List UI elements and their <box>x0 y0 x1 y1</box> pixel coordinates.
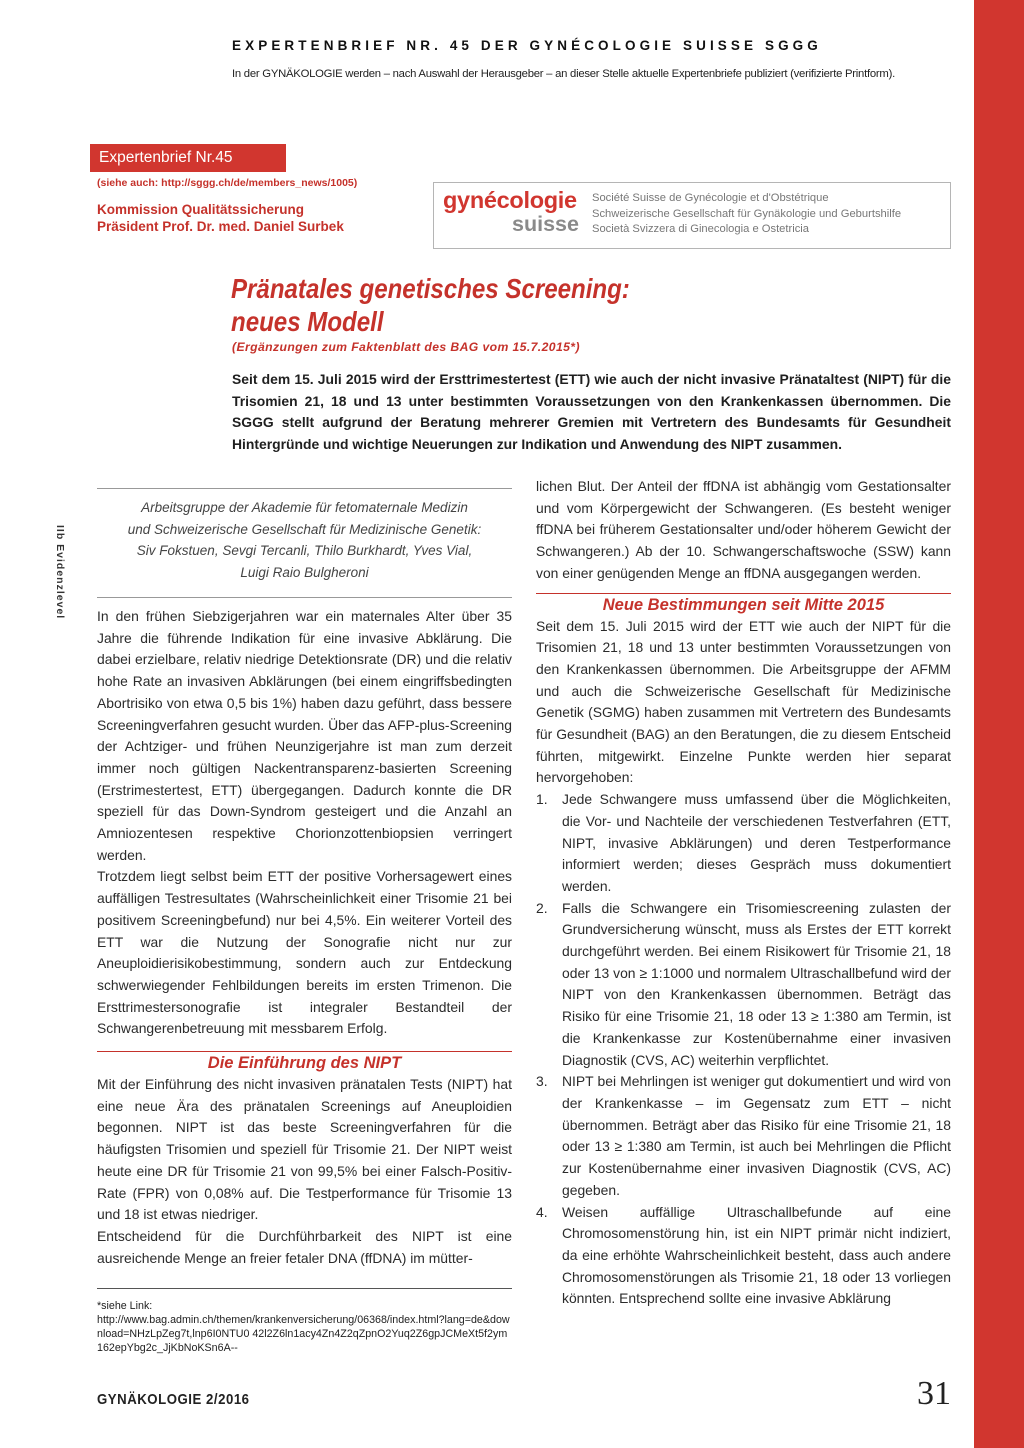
body-paragraph: Entscheidend für die Durchführbarkeit des NIPT ist eine ausreichende Menge an freier fetaler DNA (ffDNA) im mütter- <box>97 1227 512 1266</box>
body-paragraph: Seit dem 15. Juli 2015 wird der ETT wie auch der NIPT für die Trisomien 21, 18 und 13 unter bestimmten Voraussetzungen von den Krankenkassen übernommen. Die Arbeitsgruppe der AFMM und auch die Schweizerische Gesellschaft für Medizinische Genetik (SGMG) haben zusammen mit Vertretern des Bundesamts für Gesundheit (BAG) an den Beratungen, die zu diesem Entscheid führten, mitgewirkt. Einzelne Punkte werden hier separat hervorgehoben: <box>536 617 951 786</box>
commission-block <box>97 201 344 235</box>
list-item <box>536 789 951 898</box>
commission-name: Kommission Qualitätssicherung <box>97 202 305 217</box>
body-paragraph: In den frühen Siebzigerjahren war ein maternales Alter über 35 Jahre die führende Indikation für eine invasive Abklärung. Die dabei erzielbare, relativ niedrige Detektionsrate (DR) und die relativ hohe Rate an invasiven Abklärungen (bei einem eingriffsbedingten Abortrisiko von etwa 0,5 bis 1%) haben dazu geführt, dass bessere Screeningverfahren gesucht wurden. Über das AFP-plus-Screening der Achtziger- und frühen Neunzigerjahre ist man zum derzeit immer noch gültigen Nackentransparenz-basierten Screening (Erstrimestertest, ETT) übergegangen. Dadurch konnte die DR speziell für das Down-Syndrom gesteigert und die Anzahl an Amniozentesen respektive Chorionzottenbiopsien verringert werden. <box>97 608 512 863</box>
author-line-3: Siv Fokstuen, Sevgi Tercanli, Thilo Burkhardt, Yves Vial, <box>136 543 473 559</box>
section-heading-new-rules: Neue Bestimmungen seit Mitte 2015 <box>536 593 951 616</box>
footnote-label: *siehe Link: <box>97 1300 153 1312</box>
evidence-level-label <box>52 525 68 625</box>
sggg-logo <box>433 182 951 249</box>
body-paragraph: Mit der Einführung des nicht invasiven pränatalen Tests (NIPT) hat eine neue Ära des pränatalen Screenings auf Aneuploidien begonnen. NIPT ist das beste Screeningverfahren für die häufigsten Trisomien und speziell für Trisomie 21. Der NIPT weist heute eine DR für Trisomie 21 von 99,5% bei einer Falsch-Positiv-Rate (FPR) von 0,08% auf. Die Testperformance für Trisomie 13 und 18 ist etwas niedriger. <box>97 1076 512 1223</box>
logo-word-suisse: suisse <box>512 212 579 236</box>
article-subtitle: (Ergänzungen zum Faktenblatt des BAG vom 15.7.2015*) <box>232 340 580 354</box>
article-title-line2: neues Modell <box>231 306 384 337</box>
logo-line-it: Società Svizzera di Ginecologia e Ostetricia <box>592 223 810 235</box>
article-title <box>231 272 630 338</box>
list-item-text: Weisen auffällige Ultraschallbefunde auf eine Chromosomenstörung hin, ist ein NIPT primär nicht indiziert, da eine erhöhte Wahrscheinlichkeit besteht, dass auch andere Chromosomenstörungen als Trisomie 21, 18 oder 13 vorliegen könnten. Entsprechend sollte eine invasive Abklärung <box>562 1203 951 1307</box>
see-also-link[interactable]: (siehe auch: http://sggg.ch/de/members_news/1005) <box>97 177 358 189</box>
lead-paragraph: Seit dem 15. Juli 2015 wird der Ersttrimestertest (ETT) wie auch der nicht invasive Pränataltest (NIPT) für die Trisomien 21, 18 und 13 unter bestimmten Voraussetzungen von den Krankenkassen übernommen. Die SGGG stellt aufgrund der Beratung mehrerer Gremien mit Vertretern des Bundesamts für Gesundheit Hintergründe und wichtige Neuerungen zur Indikation und Anwendung des NIPT zusammen. <box>232 371 951 453</box>
numbered-list <box>536 789 951 1310</box>
author-line-2: und Schweizerische Gesellschaft für Medizinische Genetik: <box>127 521 482 537</box>
list-item-text: Falls die Schwangere ein Trisomiescreening zulasten der Grundversicherung wünscht, muss als Erstes der ETT korrekt durchgeführt werden. Bei einem Risikowert für Trisomie 21, 18 oder 13 von ≥ 1:1000 und normalem Ultraschallbefund wird der NIPT von den Krankenkassen übernommen. Beträgt das Risiko für eine Trisomie 21, 18 oder 13 ≥ 1:380 am Termin, ist die Krankenkasse zur Kostenübernahme einer invasiven Diagnostik (CVS, AC) weiterhin verpflichtet. <box>562 899 951 1068</box>
running-header-title: EXPERTENBRIEF NR. 45 DER GYNÉCOLOGIE SUISSE SGGG <box>232 38 822 53</box>
expertenbrief-tab: Expertenbrief Nr.45 <box>90 144 286 172</box>
list-item-number: 2. <box>536 899 548 916</box>
body-paragraph: lichen Blut. Der Anteil der ffDNA ist abhängig vom Gestationsalter und vom Körpergewicht der Schwangeren. (Es besteht weniger ffDNA bei früherem Gestationsalter und/oder höherem Gewicht der Schwangeren.) Ab der 10. Schwangerschaftswoche (SSW) kann von einer genügenden Menge an ffDNA ausgegangen werden. <box>536 478 951 581</box>
logo-line-fr: Société Suisse de Gynécologie et d'Obstétrique <box>592 192 829 204</box>
list-item <box>536 898 951 1072</box>
list-item-text: Jede Schwangere muss umfassend über die Möglichkeiten, die Vor- und Nachteile der verschiedenen Testverfahren (ETT, NIPT, invasive Abklärungen) und deren Testperformance informiert werden; dieses Gespräch muss dokumentiert werden. <box>562 791 951 894</box>
list-item-number: 4. <box>536 1203 548 1220</box>
list-item <box>536 1202 951 1311</box>
evidence-level-text: IIb Evidenzlevel <box>54 525 66 620</box>
commission-president: Präsident Prof. Dr. med. Daniel Surbek <box>97 219 344 234</box>
footnote-url[interactable]: http://www.bag.admin.ch/themen/krankenversicherung/06368/index.html?lang=de&download=NHzLpZeg7t,lnp6I0NTU0 42l2Z6ln1acy4Zn4Z2qZpnO2Yuq2Z6gpJCMeXt5f2ym162epYbg2c_JjKbNoKSn6A-- <box>97 1314 510 1354</box>
left-column <box>97 606 512 1269</box>
body-paragraph: Trotzdem liegt selbst beim ETT der positive Vorhersagewert eines auffälligen Testresultates (Wahrscheinlichkeit einer Trisomie 21 bei positivem Screeningbefund) nur bei 4,5%. Ein weiterer Vorteil des ETT war die Nutzung der Sonografie nicht nur zur Aneuploidierisikobestimmung, sondern auch zur Entdeckung schwerwiegender Fehlbildungen bereits im ersten Trimenon. Die Ersttrimestersonografie ist integraler Bestandteil der Schwangerenbetreuung mit messbarem Erfolg. <box>97 868 512 1037</box>
page-number: 31 <box>917 1375 951 1412</box>
footnote <box>97 1288 512 1355</box>
author-line-1: Arbeitsgruppe der Akademie für fetomaternale Medizin <box>141 500 468 515</box>
logo-word-gynecologie: gynécologie <box>443 187 577 213</box>
page-edge-bar <box>974 0 1024 1448</box>
author-rule <box>97 597 512 598</box>
list-item-text: NIPT bei Mehrlingen ist weniger gut dokumentiert und wird von der Krankenkasse – im Gegensatz zum ETT – nicht übernommen. Beträgt aber das Risiko für eine Trisomie 21, 18 oder 13 ≥ 1:380 am Termin, ist auch bei Mehrlingen die Pflicht zur Kostenübernahme einer invasiven Diagnostik (CVS, AC) gegeben. <box>562 1073 951 1198</box>
running-header-subtitle: In der GYNÄKOLOGIE werden – nach Auswahl der Herausgeber – an dieser Stelle aktuelle Expertenbriefe publiziert (verifizierte Printform). <box>232 68 895 80</box>
footer-journal: GYNÄKOLOGIE 2/2016 <box>97 1391 250 1408</box>
logo-society-names <box>592 191 901 238</box>
list-item-number: 1. <box>536 791 548 808</box>
list-item-number: 3. <box>536 1073 548 1090</box>
logo-line-de: Schweizerische Gesellschaft für Gynäkologie und Geburtshilfe <box>592 207 902 220</box>
author-line-4: Luigi Raio Bulgheroni <box>240 565 369 581</box>
list-item <box>536 1071 951 1201</box>
right-column <box>536 476 951 1310</box>
author-block <box>97 488 512 584</box>
article-title-line1: Pränatales genetisches Screening: <box>231 273 630 304</box>
section-heading-nipt: Die Einführung des NIPT <box>97 1051 512 1074</box>
